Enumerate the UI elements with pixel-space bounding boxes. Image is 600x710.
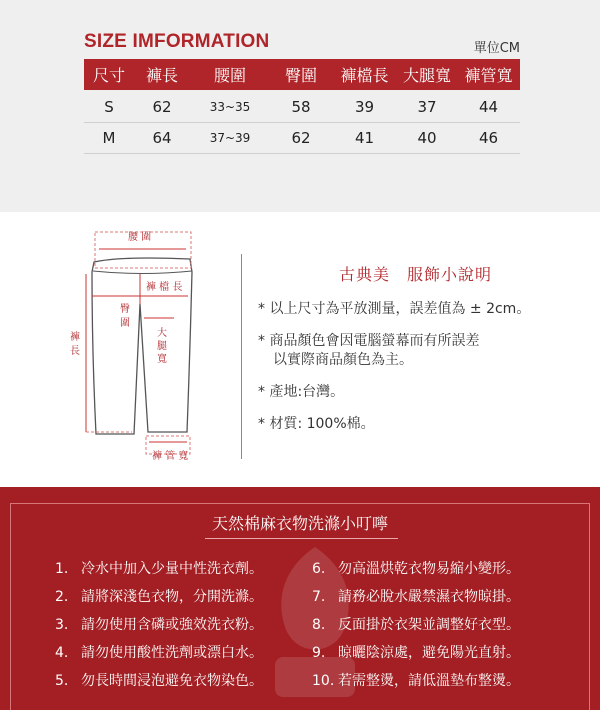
table-cell: 62 [270, 123, 332, 154]
item-text: 請務必脫水嚴禁濕衣物晾掛。 [338, 589, 520, 605]
table-cell: 44 [457, 90, 520, 123]
item-text: 若需整燙，請低溫墊布整燙。 [338, 673, 520, 689]
list-item [312, 643, 520, 671]
item-number: 5. [55, 673, 69, 689]
item-text: 勿長時間浸泡避免衣物染色。 [81, 673, 263, 689]
info-note: * 材質: 100%棉。 [258, 416, 375, 432]
item-number: 4. [55, 645, 69, 661]
care-section [0, 487, 600, 710]
header-cell: 臀圍 [270, 59, 332, 90]
item-number: 8. [312, 617, 326, 633]
item-number: 9. [312, 645, 326, 661]
vertical-divider [241, 254, 242, 459]
item-text: 冷水中加入少量中性洗衣劑。 [81, 561, 263, 577]
item-number: 7. [312, 589, 326, 605]
size-section [0, 0, 600, 212]
care-list-left [55, 559, 263, 699]
pants-measurement-diagram [62, 222, 222, 472]
care-list-right [312, 559, 520, 699]
item-number: 3. [55, 617, 69, 633]
list-item [312, 671, 520, 699]
size-table [84, 59, 520, 154]
thigh-label-1: 大 [157, 328, 167, 339]
item-number: 2. [55, 589, 69, 605]
list-item [312, 587, 520, 615]
item-text: 請勿使用含磷或強效洗衣粉。 [81, 617, 263, 633]
item-text: 反面掛於衣架並調整好衣型。 [338, 617, 520, 633]
header-cell: 尺寸 [84, 59, 134, 90]
table-cell: 33~35 [190, 90, 270, 123]
table-cell: 41 [332, 123, 397, 154]
table-cell: M [84, 123, 134, 154]
item-text: 請勿使用酸性洗劑或漂白水。 [81, 645, 263, 661]
list-item [312, 559, 520, 587]
item-text: 請將深淺色衣物，分開洗滌。 [81, 589, 263, 605]
item-text: 晾曬陰涼處，避免陽光直射。 [338, 645, 520, 661]
info-note: 以實際商品顏色為主。 [273, 352, 413, 368]
unit-label: 單位CM [473, 41, 520, 56]
table-cell: 62 [134, 90, 190, 123]
care-title-underline [205, 538, 398, 539]
care-title: 天然棉麻衣物洗滌小叮嚀 [211, 514, 388, 533]
info-note: * 以上尺寸為平放測量，誤差值為 ± 2cm。 [258, 301, 531, 317]
hip-label-1: 臀 [120, 304, 130, 315]
info-note: * 產地:台灣。 [258, 384, 345, 400]
length-label-2: 長 [70, 346, 80, 357]
list-item [55, 671, 263, 699]
table-cell: 58 [270, 90, 332, 123]
table-cell: S [84, 90, 134, 123]
list-item [55, 587, 263, 615]
hem-label: 褲 管 寬 [152, 451, 189, 462]
waist-label: 腰 圍 [128, 232, 152, 243]
table-cell: 46 [457, 123, 520, 154]
item-text: 勿高溫烘乾衣物易縮小變形。 [338, 561, 520, 577]
table-row [84, 90, 520, 123]
table-cell: 40 [397, 123, 457, 154]
info-title: 古典美 服飾小說明 [339, 265, 493, 284]
header-cell: 褲長 [134, 59, 190, 90]
product-info-section [0, 212, 600, 487]
item-number: 10. [312, 673, 335, 689]
list-item [55, 559, 263, 587]
table-cell: 39 [332, 90, 397, 123]
table-cell: 37 [397, 90, 457, 123]
list-item [312, 615, 520, 643]
list-item [55, 643, 263, 671]
header-cell: 褲檔長 [332, 59, 397, 90]
table-cell: 37~39 [190, 123, 270, 154]
table-cell: 64 [134, 123, 190, 154]
size-title: SIZE IMFORMATION [84, 31, 270, 52]
info-notes [258, 300, 588, 447]
item-number: 1. [55, 561, 69, 577]
header-cell: 褲管寬 [457, 59, 520, 90]
header-cell: 腰圍 [190, 59, 270, 90]
thigh-label-3: 寬 [157, 354, 167, 365]
item-number: 6. [312, 561, 326, 577]
thigh-label-2: 腿 [157, 341, 167, 352]
list-item [55, 615, 263, 643]
info-note: * 商品顏色會因電腦螢幕而有所誤差 [258, 333, 480, 349]
hip-label-2: 圍 [120, 318, 130, 329]
rise-label: 褲 檔 長 [146, 282, 183, 293]
header-cell: 大腿寬 [397, 59, 457, 90]
waistband-line [93, 271, 192, 274]
size-table-header [84, 59, 520, 90]
length-label-1: 褲 [70, 332, 80, 343]
table-row [84, 123, 520, 154]
